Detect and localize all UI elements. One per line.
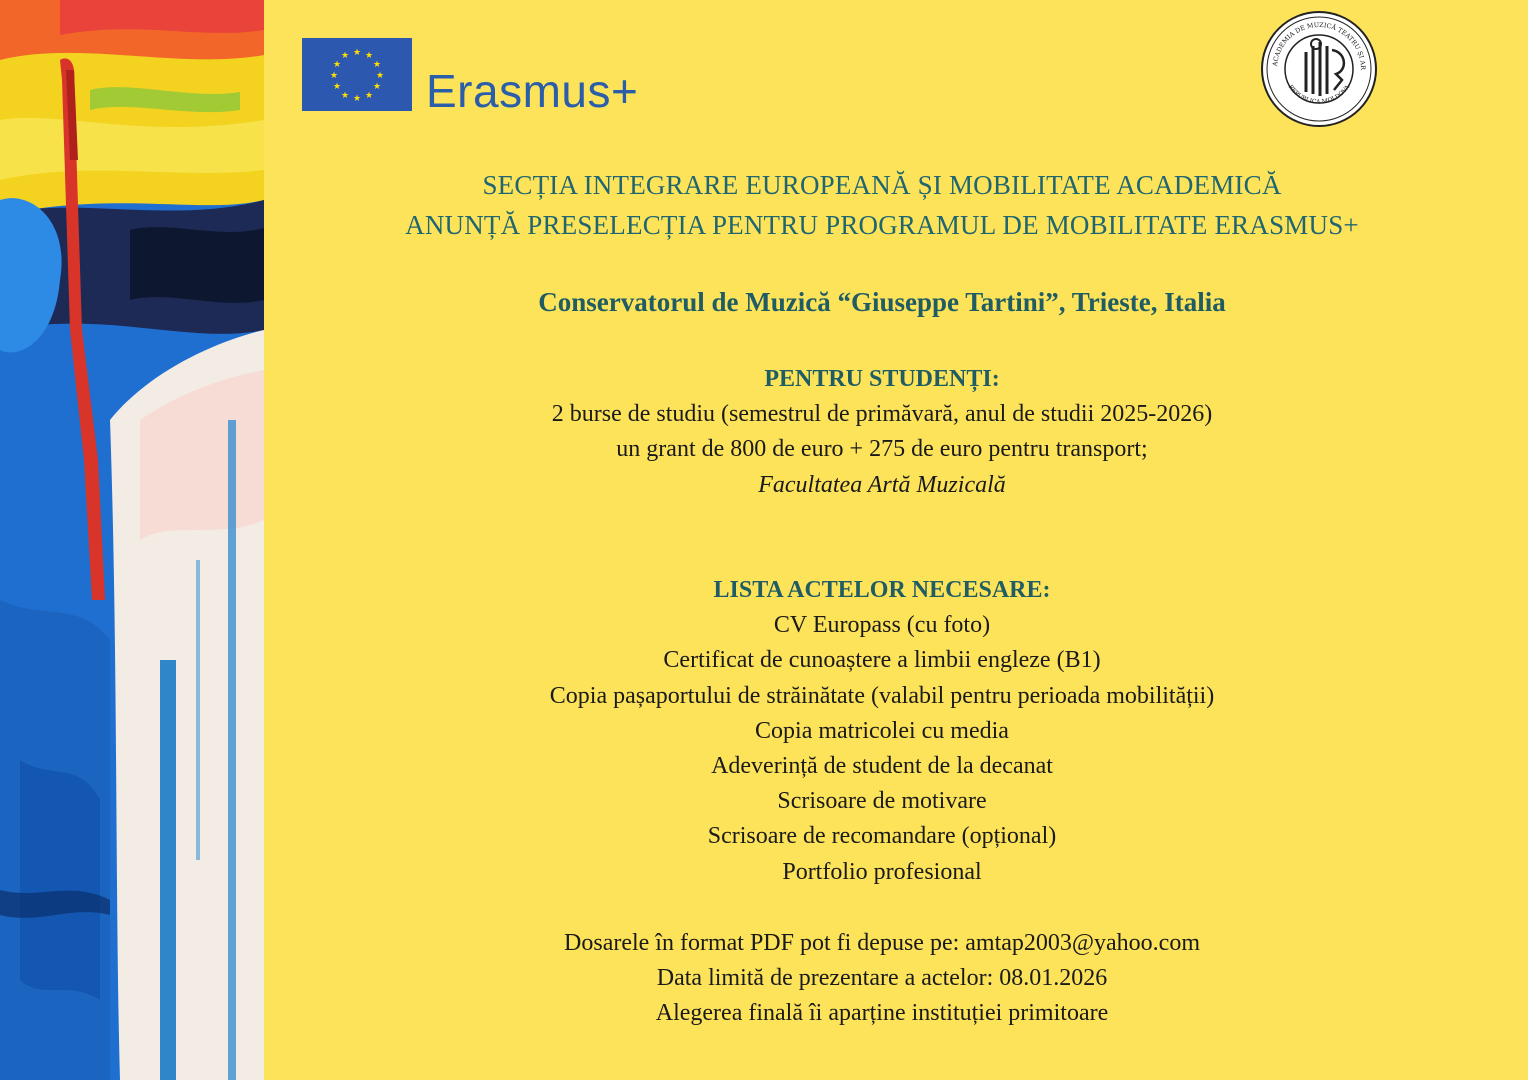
svg-text:★: ★ [364,90,374,101]
abstract-painting-panel [0,0,264,1080]
document-item: Scrisoare de recomandare (opțional) [707,823,1057,850]
document-item: CV Europass (cu foto) [773,612,991,639]
svg-text:★: ★ [332,81,342,92]
abstract-painting-image [0,0,264,1080]
document-item: Certificat de cunoaștere a limbii engleze (B1) [663,647,1101,674]
seal-text-top: ACADEMIA DE MUZICĂ TEATRU ȘI AR [1271,20,1368,71]
students-line-2: un grant de 800 de euro + 275 de euro pentru transport; [616,436,1148,463]
students-line-1: 2 burse de studiu (semestrul de primăvară, anul de studii 2025-2026) [551,401,1213,428]
erasmus-plus-logo [302,30,638,118]
eu-flag-icon [302,38,412,111]
svg-text:★: ★ [375,70,385,81]
heading-line-2: ANUNȚĂ PRESELECȚIA PENTRU PROGRAMUL DE MOBILITATE ERASMUS+ [405,210,1359,240]
document-item: Adeverință de student de la decanat [711,753,1053,780]
svg-text:★: ★ [364,50,374,61]
document-item: Portfolio profesional [782,858,982,885]
svg-text:★: ★ [372,81,382,92]
students-title: PENTRU STUDENȚI: [764,366,1000,392]
documents-title: LISTA ACTELOR NECESARE: [713,577,1051,603]
host-institution: Conservatorul de Muzică “Giuseppe Tartini”, Trieste, Italia [538,287,1226,317]
svg-text:★: ★ [352,93,362,104]
svg-text:★: ★ [352,47,362,58]
svg-text:★: ★ [340,50,350,61]
academy-seal-icon [1260,10,1378,128]
deadline-line: Data limită de prezentare a actelor: 08.01.2026 [656,965,1108,992]
submission-info [264,926,1500,1032]
documents-section [264,573,1500,890]
submission-email-line: Dosarele în format PDF pot fi depuse pe: amtap2003@yahoo.com [564,930,1200,956]
svg-text:★: ★ [332,59,342,70]
document-item: Copia matricolei cu media [755,717,1009,744]
announcement-main [264,0,1528,1080]
svg-text:★: ★ [340,90,350,101]
document-item: Copia pașaportului de străinătate (valabil pentru perioada mobilității) [549,682,1215,709]
announcement-heading [264,165,1500,245]
document-item: Scrisoare de motivare [777,788,987,815]
svg-text:★: ★ [329,70,339,81]
erasmus-plus-wordmark: Erasmus+ [426,65,639,117]
final-selection-line: Alegerea finală îi aparține instituției primitoare [655,1000,1109,1027]
heading-line-1: SECȚIA INTEGRARE EUROPEANĂ ȘI MOBILITATE ACADEMICĂ [482,170,1282,200]
svg-text:★: ★ [372,59,382,70]
faculty-name: Facultatea Artă Muzicală [758,471,1006,498]
students-section [264,362,1500,503]
seal-text-bottom: REPUBLICA MOLDOVA [1286,83,1352,106]
